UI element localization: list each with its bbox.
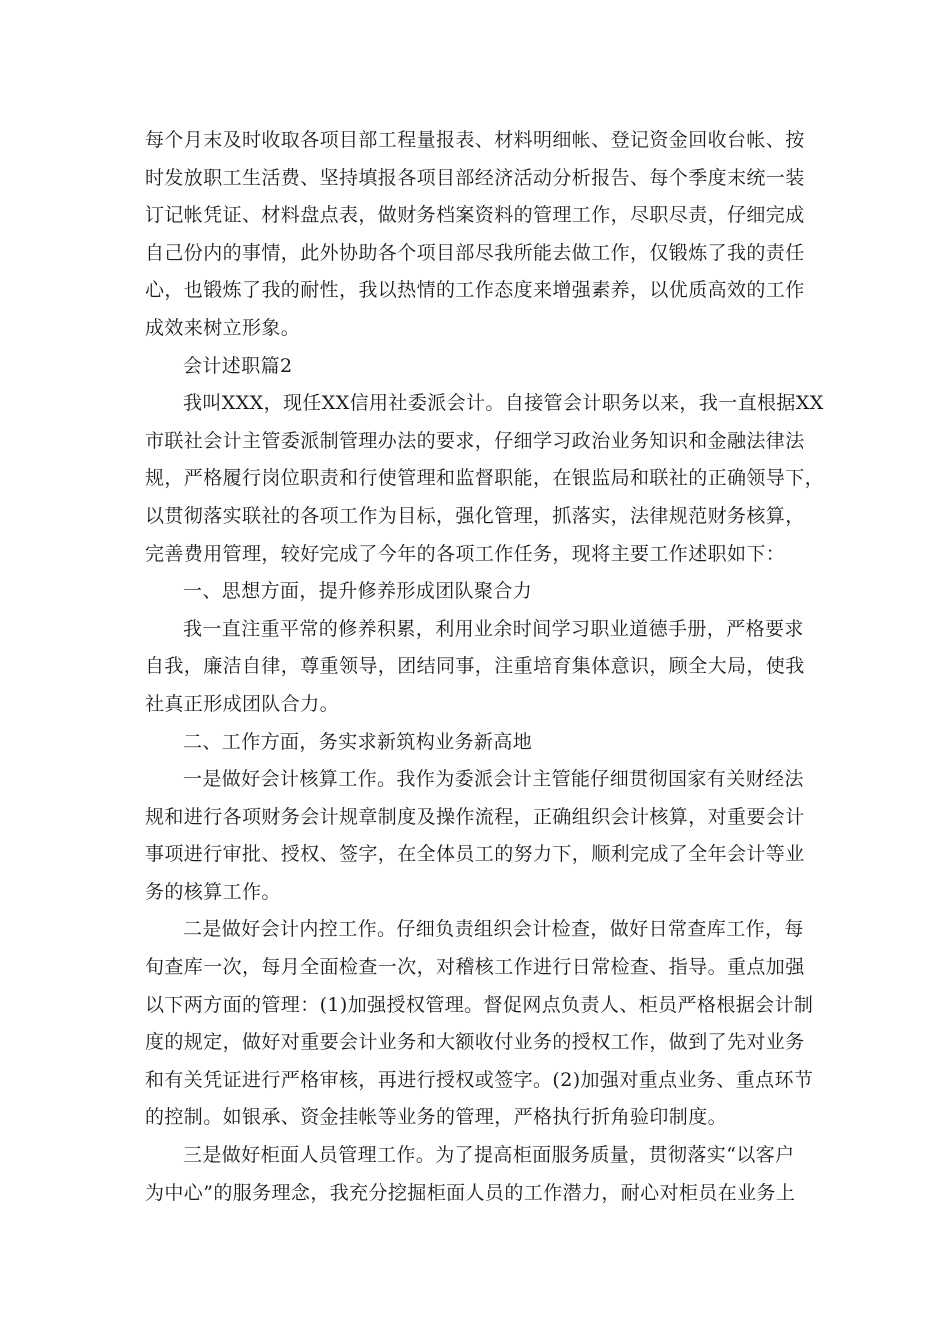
text-line: 务的核算工作。 — [145, 880, 281, 903]
text-line: 二是做好会计内控工作。仔细负责组织会计检查，做好日常查库工作，每 — [183, 918, 804, 941]
text-line: 一是做好会计核算工作。我作为委派会计主管能仔细贯彻国家有关财经法 — [183, 768, 804, 791]
text-line: 我一直注重平常的修养积累，利用业余时间学习职业道德手册，严格要求 — [183, 617, 804, 640]
text-line: 自己份内的事情，此外协助各个项目部尽我所能去做工作，仅锻炼了我的责任 — [145, 241, 805, 264]
text-line: 订记帐凭证、材料盘点表，做财务档案资料的管理工作，尽职尽责，仔细完成 — [145, 204, 805, 227]
text-line: 为中心”的服务理念，我充分挖掘柜面人员的工作潜力，耐心对柜员在业务上 — [145, 1181, 796, 1204]
document-body — [145, 122, 825, 1212]
text-line: 我叫XXX，现任XX信用社委派会计。自接管会计职务以来，我一直根据XX — [183, 392, 824, 415]
text-line: 度的规定，做好对重要会计业务和大额收付业务的授权工作，做到了先对业务 — [145, 1031, 805, 1054]
text-line: 每个月末及时收取各项目部工程量报表、材料明细帐、登记资金回收台帐、按 — [145, 129, 805, 151]
text-line: 以贯彻落实联社的各项工作为目标，强化管理，抓落实，法律规范财务核算， — [145, 504, 805, 527]
text-line: 会计述职篇2 — [183, 354, 293, 377]
text-line: 成效来树立形象。 — [145, 316, 301, 339]
text-line: 完善费用管理，较好完成了今年的各项工作任务，现将主要工作述职如下： — [145, 542, 786, 565]
text-line: 和有关凭证进行严格审核，再进行授权或签字。(2)加强对重点业务、重点环节 — [145, 1068, 814, 1091]
text-line: 时发放职工生活费、坚持填报各项目部经济活动分析报告、每个季度末统一装 — [145, 166, 805, 189]
text-line: 二、工作方面，务实求新筑构业务新高地 — [183, 730, 533, 753]
text-line: 自我，廉洁自律，尊重领导，团结同事，注重培育集体意识，顾全大局，使我 — [145, 655, 805, 678]
text-line: 规和进行各项财务会计规章制度及操作流程，正确组织会计核算，对重要会计 — [145, 805, 805, 828]
text-line: 旬查库一次，每月全面检查一次，对稽核工作进行日常检查、指导。重点加强 — [145, 956, 805, 979]
text-line: 一、思想方面，提升修养形成团队聚合力 — [183, 580, 533, 603]
text-line: 规，严格履行岗位职责和行使管理和监督职能，在银监局和联社的正确领导下， — [145, 467, 825, 490]
text-line: 的控制。如银承、资金挂帐等业务的管理，严格执行折角验印制度。 — [145, 1106, 728, 1129]
text-line: 社真正形成团队合力。 — [145, 692, 340, 715]
text-line: 事项进行审批、授权、签字，在全体员工的努力下，顺利完成了全年会计等业 — [145, 843, 805, 866]
text-line: 三是做好柜面人员管理工作。为了提高柜面服务质量，贯彻落实“以客户 — [183, 1144, 795, 1167]
text-line: 以下两方面的管理：(1)加强授权管理。督促网点负责人、柜员严格根据会计制 — [145, 993, 814, 1016]
text-line: 市联社会计主管委派制管理办法的要求，仔细学习政治业务知识和金融法律法 — [145, 429, 805, 452]
text-line: 心，也锻炼了我的耐性，我以热情的工作态度来增强素养，以优质高效的工作 — [145, 279, 805, 302]
